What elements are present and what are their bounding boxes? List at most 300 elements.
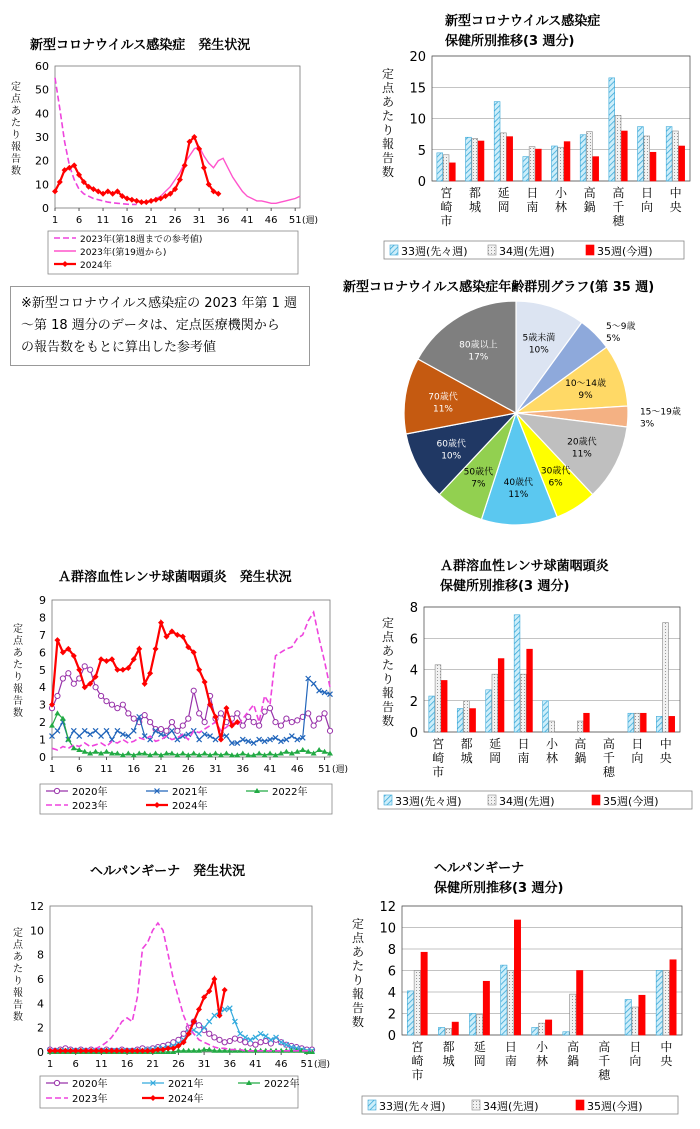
strep-hc-ylabel-1: 点 — [381, 630, 395, 644]
herp-trend-ylabel-7: 数 — [13, 1012, 23, 1023]
strep-trend-xtick-5: 26 — [181, 764, 195, 775]
herp-trend-s0-pt-33 — [217, 1037, 222, 1042]
covid-hc-chart — [370, 48, 700, 268]
strep-trend-s0-pt-13 — [120, 702, 125, 707]
herp-hc-ylabel-4: り — [351, 973, 365, 987]
covid-hc-cat-4-0: 小 — [554, 186, 568, 200]
covid-trend-xtick-6: 31 — [192, 215, 206, 226]
covid-hc-bar-1-6 — [615, 115, 621, 181]
strep-hc-cat-4-0: 小 — [545, 737, 559, 751]
herp-trend-ytick-5: 10 — [30, 924, 44, 938]
herp-hc-bar-0-3 — [501, 965, 507, 1035]
strep-hc-bar-1-7 — [634, 713, 640, 732]
covid-trend-chart — [0, 58, 320, 278]
strep-trend-s0-pt-42 — [278, 723, 283, 728]
strep-trend-xtick-0: 1 — [48, 764, 56, 775]
strep-hc-bar-0-7 — [628, 713, 634, 732]
herp-hc-ytick-5: 10 — [379, 921, 396, 937]
strep-trend-s0-pt-10 — [104, 699, 109, 704]
herp-trend-s1-pt-40 — [253, 1035, 258, 1040]
strep-hc-ylabel-0: 定 — [381, 616, 395, 630]
strep-hc-bar-2-0 — [441, 680, 447, 732]
strep-trend-s0-pt-34 — [235, 711, 240, 716]
strep-hc-bar-2-3 — [527, 649, 533, 732]
herp-trend-s0-pt-38 — [243, 1040, 248, 1045]
strep-hc-cat-1-1: 城 — [460, 751, 473, 765]
herp-trend-s1-pt-32 — [212, 1013, 217, 1018]
strep-trend-s0-pt-45 — [295, 718, 300, 723]
covid-trend-ytick-6: 60 — [35, 60, 49, 73]
strep-trend-s0-pt-1 — [55, 693, 60, 698]
strep-trend-ytick-0: 0 — [39, 751, 46, 764]
strep-trend-s0-pt-38 — [257, 723, 262, 728]
covid-age-pct-5: 6% — [548, 478, 563, 489]
herp-trend-series-3 — [50, 923, 312, 1051]
herp-trend-s0-pt-29 — [196, 1023, 201, 1028]
strep-trend-s1-pt-23 — [175, 737, 180, 742]
herp-trend-s4-pt-32 — [211, 976, 217, 982]
strep-hc-ytick-2: 4 — [409, 663, 418, 679]
strep-hc-cat-2-0: 延 — [489, 737, 502, 751]
strep-trend-s4-pt-20 — [158, 620, 164, 626]
covid-hc-bar-0-1 — [466, 137, 472, 181]
herp-trend-xtick-2: 11 — [95, 1059, 108, 1070]
covid-trend-xtick-5: 26 — [168, 215, 182, 226]
herp-hc-bar-1-4 — [539, 1023, 545, 1035]
herp-hc-legend-swatch-2 — [576, 1100, 584, 1110]
strep-hc-bar-1-5 — [577, 721, 583, 732]
herp-hc-cat-7-0: 日 — [629, 1040, 642, 1054]
herp-trend-ytick-3: 6 — [37, 973, 44, 986]
strep-hc-cat-8-0: 中 — [659, 737, 672, 751]
covid-age-label-3: 15〜19歳 — [639, 407, 681, 418]
strep-trend-s0-pt-43 — [284, 716, 289, 721]
strep-trend-s0-pt-15 — [131, 716, 136, 721]
covid-age-pct-3: 3% — [639, 419, 655, 430]
covid-age-pct-2: 9% — [578, 390, 593, 401]
covid-hc-bar-0-6 — [609, 78, 615, 181]
covid-hc-bar-0-2 — [494, 102, 500, 181]
herp-hc-ylabel-7: 数 — [351, 1015, 365, 1029]
covid-hc-cat-5-1: 鍋 — [583, 200, 596, 214]
herp-hc-cat-2-1: 岡 — [473, 1054, 486, 1068]
herp-hc-bar-0-1 — [438, 1027, 444, 1035]
strep-trend-s4-pt-13 — [120, 667, 126, 673]
covid-age-label-7: 50歳代 — [463, 467, 494, 478]
covid-hc-bar-1-1 — [472, 139, 478, 182]
covid-hc-bar-0-5 — [580, 135, 586, 181]
strep-trend-s2-pt-10 — [104, 749, 110, 754]
herp-trend-s0-pt-34 — [222, 1040, 227, 1045]
covid-trend-s2-pt-20 — [148, 198, 154, 204]
covid-trend-series-0 — [55, 78, 137, 205]
herp-hc-cat-8-0: 中 — [660, 1040, 673, 1054]
covid-trend-s2-pt-19 — [143, 199, 149, 205]
strep-hc-legend-label-1: 34週(先週) — [499, 795, 555, 808]
strep-hc-bar-2-5 — [584, 713, 590, 732]
covid-hc-bar-2-7 — [650, 152, 656, 181]
note-line-1: ※新型コロナウイルス感染症の 2023 年第 1 週 — [21, 296, 297, 311]
herp-trend-s0-pt-35 — [227, 1038, 232, 1043]
herp-hc-ylabel-1: 点 — [351, 931, 365, 945]
strep-trend-s0-pt-25 — [186, 716, 191, 721]
strep-hc-ylabel-2: あ — [381, 644, 395, 658]
herp-hc-title-2: 保健所別推移(3 週分) — [434, 881, 564, 896]
herp-trend-s0-pt-26 — [181, 1031, 186, 1036]
strep-trend-s0-pt-20 — [158, 726, 163, 731]
covid-hc-ylabel-5: 報 — [381, 137, 395, 151]
covid-hc-bar-0-0 — [437, 153, 443, 181]
herp-hc-bar-2-2 — [483, 981, 489, 1035]
herp-trend-s0-pt-41 — [258, 1040, 263, 1045]
herp-hc-cat-0-2: 市 — [411, 1068, 424, 1082]
strep-trend-ytick-2: 2 — [39, 716, 46, 730]
strep-trend-ytick-3: 3 — [39, 698, 46, 712]
herp-hc-cat-0-1: 崎 — [411, 1054, 424, 1068]
covid-hc-cat-6-2: 穂 — [612, 214, 625, 228]
herp-trend-xtick-3: 16 — [120, 1059, 134, 1070]
herp-hc-ytick-4: 8 — [387, 943, 396, 958]
strep-trend-ytick-4: 4 — [39, 681, 46, 695]
strep-trend-s4-pt-31 — [218, 737, 224, 743]
strep-trend-s2-pt-14 — [125, 751, 131, 756]
herp-trend-ytick-4: 8 — [37, 948, 44, 962]
covid-trend-xtick-10: 51 — [288, 215, 302, 226]
herp-hc-cat-4-1: 林 — [535, 1054, 549, 1068]
covid-hc-legend-label-2: 35週(今週) — [597, 245, 653, 258]
herp-hc-bar-0-2 — [470, 1014, 476, 1036]
strep-trend-s0-pt-21 — [164, 728, 169, 733]
herp-hc-bar-2-4 — [545, 1020, 551, 1035]
strep-trend-ylabel-2: あ — [13, 648, 23, 659]
herp-trend-ylabel-1: 点 — [13, 940, 23, 951]
covid-hc-bar-1-0 — [443, 155, 449, 181]
covid-age-label-10: 80歳以上 — [459, 340, 498, 351]
strep-trend-s2-pt-49 — [316, 747, 322, 752]
covid-trend-ytick-2: 20 — [35, 154, 49, 168]
strep-trend-s0-pt-18 — [148, 720, 153, 725]
strep-trend-s2-pt-8 — [93, 749, 99, 754]
strep-trend-s0-pt-48 — [311, 723, 316, 728]
herp-hc-cat-6-2: 穂 — [598, 1068, 611, 1082]
herp-hc-ytick-0: 0 — [387, 1029, 396, 1044]
strep-trend-s0-pt-35 — [240, 723, 245, 728]
strep-hc-title-2: 保健所別推移(3 週分) — [440, 579, 570, 594]
strep-trend-xunit: (週) — [332, 765, 349, 775]
strep-trend-s1-pt-48 — [311, 681, 316, 686]
herp-hc-bar-2-3 — [514, 920, 520, 1035]
strep-trend-xtick-7: 36 — [236, 764, 250, 775]
strep-trend-legend-label-4: 2024年 — [172, 801, 208, 812]
covid-hc-ylabel-7: 数 — [381, 165, 395, 179]
covid-hc-legend-label-0: 33週(先々週) — [401, 245, 468, 258]
covid-trend-legend-label-1: 2023年(第19週から) — [80, 248, 167, 258]
herp-hc-legend-swatch-0 — [368, 1100, 376, 1110]
herp-trend-xtick-9: 46 — [274, 1059, 288, 1070]
covid-trend-ytick-3: 30 — [35, 131, 49, 144]
covid-hc-bar-2-4 — [564, 142, 570, 181]
strep-trend-ylabel-5: 報 — [13, 684, 23, 695]
strep-trend-s2-pt-40 — [267, 751, 273, 756]
strep-trend-s4-pt-32 — [223, 705, 229, 711]
covid-age-pct-9: 11% — [432, 404, 453, 415]
herp-trend-s1-pt-41 — [258, 1031, 263, 1036]
strep-hc-cat-6-0: 高 — [602, 737, 615, 751]
herp-hc-ylabel-3: た — [351, 959, 365, 973]
herp-trend-legend-label-0: 2020年 — [72, 1079, 108, 1090]
strep-trend-xtick-9: 46 — [290, 764, 304, 775]
covid-trend-title: 新型コロナウイルス感染症 発生状況 — [30, 38, 251, 53]
herp-trend-s1-pt-29 — [196, 1031, 201, 1036]
strep-hc-legend-label-2: 35週(今週) — [603, 795, 659, 808]
herp-trend-legend-label-3: 2023年 — [72, 1094, 108, 1105]
strep-trend-ytick-7: 7 — [39, 628, 46, 642]
covid-trend-xtick-3: 16 — [120, 215, 134, 226]
strep-hc-legend-swatch-2 — [592, 795, 600, 805]
strep-trend-ytick-5: 5 — [39, 663, 46, 677]
strep-trend-s2-pt-1 — [54, 710, 60, 715]
covid-hc-legend-swatch-0 — [390, 245, 398, 255]
herp-hc-cat-1-1: 城 — [442, 1054, 455, 1068]
strep-trend-s0-pt-8 — [93, 685, 98, 690]
covid-hc-bar-1-5 — [587, 132, 593, 181]
covid-hc-cat-0-0: 宮 — [440, 186, 453, 200]
herp-hc-ylabel-2: あ — [351, 945, 365, 959]
herp-hc-bar-2-1 — [452, 1022, 458, 1035]
herp-trend-series-0 — [50, 1022, 312, 1051]
strep-trend-s1-pt-5 — [77, 734, 82, 739]
strep-trend-s0-pt-37 — [251, 720, 256, 725]
strep-hc-cat-3-1: 南 — [517, 751, 530, 765]
strep-trend-s0-pt-51 — [327, 728, 332, 733]
herp-hc-cat-5-0: 高 — [567, 1040, 580, 1054]
strep-hc-cat-7-1: 向 — [631, 751, 644, 765]
strep-hc-bar-2-7 — [640, 713, 646, 732]
covid-hc-ytick-4: 20 — [409, 50, 426, 65]
covid-hc-ylabel-1: 点 — [381, 81, 395, 95]
strep-hc-bar-1-1 — [464, 701, 470, 732]
herp-hc-ylabel-6: 告 — [351, 1001, 365, 1015]
strep-trend-s0-pt-4 — [71, 681, 76, 686]
covid-hc-cat-3-1: 南 — [526, 200, 539, 214]
covid-trend-xtick-8: 41 — [240, 215, 254, 226]
covid-age-pct-6: 11% — [508, 489, 529, 500]
herp-hc-bar-1-1 — [445, 1029, 451, 1035]
covid-trend-xtick-7: 36 — [216, 215, 230, 226]
herp-hc-bar-2-0 — [421, 952, 427, 1035]
strep-hc-bar-1-3 — [520, 674, 526, 732]
strep-trend-s4-pt-5 — [76, 667, 82, 673]
herp-trend-ytick-0: 0 — [37, 1046, 44, 1059]
herp-hc-title-1: ヘルパンギーナ — [434, 861, 525, 876]
strep-hc-ylabel-7: 数 — [381, 714, 395, 728]
herp-hc-cat-7-1: 向 — [629, 1054, 642, 1068]
strep-hc-legend-label-0: 33週(先々週) — [395, 795, 462, 808]
strep-hc-cat-2-1: 岡 — [489, 751, 502, 765]
covid-age-pct-4: 11% — [571, 449, 592, 460]
covid-age-label-0: 5歳未満 — [522, 333, 556, 344]
strep-trend-s0-pt-49 — [316, 716, 321, 721]
covid-hc-ylabel-4: り — [381, 123, 395, 137]
covid-age-label-6: 40歳代 — [503, 477, 534, 488]
strep-trend-s2-pt-24 — [180, 751, 186, 756]
covid-hc-bar-2-3 — [535, 149, 541, 181]
covid-trend-xtick-1: 6 — [75, 215, 83, 226]
covid-age-title: 新型コロナウイルス感染症年齢群別グラフ(第 35 週) — [343, 280, 655, 295]
herp-hc-bar-0-0 — [407, 991, 413, 1035]
strep-hc-cat-8-1: 央 — [659, 751, 672, 765]
strep-hc-cat-4-1: 林 — [545, 751, 559, 765]
strep-trend-s0-pt-24 — [180, 723, 185, 728]
herp-hc-bar-1-3 — [507, 971, 513, 1036]
covid-hc-cat-7-1: 向 — [640, 200, 654, 214]
strep-trend-ytick-9: 9 — [39, 594, 46, 607]
strep-trend-legend-marker-0 — [54, 788, 59, 793]
strep-trend-s1-pt-12 — [115, 728, 120, 733]
covid-age-label-2: 10〜14歳 — [565, 378, 607, 389]
strep-trend-ylabel-1: 点 — [13, 636, 23, 647]
strep-trend-s2-pt-43 — [283, 749, 289, 754]
herp-hc-bar-2-5 — [577, 971, 583, 1036]
herp-hc-cat-3-0: 日 — [504, 1040, 517, 1054]
strep-trend-s2-pt-0 — [49, 723, 55, 728]
covid-age-pct-10: 17% — [468, 352, 489, 363]
covid-trend-xtick-0: 1 — [51, 215, 59, 226]
herp-hc-bar-0-4 — [532, 1027, 538, 1035]
covid-trend-ylabel-4: り — [11, 130, 21, 141]
strep-hc-bar-0-1 — [457, 709, 463, 732]
herp-trend-xtick-6: 31 — [197, 1059, 211, 1070]
covid-age-label-5: 30歳代 — [540, 466, 571, 477]
covid-trend-xtick-4: 21 — [144, 215, 158, 226]
strep-trend-xtick-1: 6 — [76, 764, 83, 775]
herp-hc-bar-0-8 — [656, 971, 662, 1036]
herp-hc-cat-6-0: 高 — [598, 1040, 611, 1054]
covid-trend-s2-pt-17 — [134, 198, 140, 204]
covid-trend-s2-pt-16 — [129, 197, 135, 203]
strep-trend-s1-pt-22 — [169, 728, 174, 733]
strep-trend-s0-pt-50 — [322, 711, 327, 716]
covid-hc-cat-7-0: 日 — [640, 186, 654, 200]
covid-trend-xtick-2: 11 — [96, 215, 110, 226]
covid-hc-cat-6-0: 高 — [612, 186, 625, 200]
herp-trend-s0-pt-32 — [212, 1035, 217, 1040]
herp-hc-legend-label-1: 34週(先週) — [483, 1100, 539, 1113]
covid-hc-cat-3-0: 日 — [526, 186, 539, 200]
strep-trend-s1-pt-1 — [55, 728, 60, 733]
covid-hc-legend-label-1: 34週(先週) — [499, 245, 555, 258]
covid-trend-s2-pt-31 — [201, 165, 207, 171]
herp-trend-plot-frame — [50, 906, 312, 1052]
herp-hc-chart — [340, 896, 700, 1126]
strep-trend-s4-pt-19 — [153, 646, 159, 652]
herp-trend-s0-pt-42 — [263, 1038, 268, 1043]
herp-trend-ytick-1: 2 — [37, 1021, 44, 1035]
herp-hc-cat-1-0: 都 — [442, 1040, 455, 1054]
strep-trend-s0-pt-22 — [169, 720, 174, 725]
herp-hc-ytick-1: 2 — [387, 1007, 396, 1023]
covid-hc-title-1: 新型コロナウイルス感染症 — [445, 14, 601, 29]
covid-hc-cat-2-1: 岡 — [497, 200, 510, 214]
covid-hc-cat-0-2: 市 — [440, 214, 453, 228]
strep-trend-s0-pt-6 — [82, 664, 87, 669]
covid-hc-bar-1-3 — [529, 147, 535, 181]
covid-trend-ylabel-7: 数 — [11, 166, 21, 177]
strep-trend-ylabel-0: 定 — [13, 624, 23, 635]
strep-hc-cat-1-0: 都 — [460, 737, 473, 751]
strep-trend-legend-label-3: 2023年 — [72, 801, 108, 812]
strep-hc-cat-3-0: 日 — [517, 737, 530, 751]
covid-hc-ylabel-3: た — [381, 109, 395, 123]
herp-hc-cat-5-1: 鍋 — [567, 1054, 580, 1068]
strep-trend-s1-pt-44 — [289, 734, 294, 739]
strep-hc-ytick-4: 8 — [409, 601, 418, 616]
strep-trend-s2-pt-38 — [256, 751, 262, 756]
strep-trend-s0-pt-47 — [306, 711, 311, 716]
strep-trend-s1-pt-8 — [93, 728, 98, 733]
covid-age-pct-0: 10% — [528, 345, 549, 356]
covid-hc-cat-2-0: 延 — [497, 186, 510, 200]
strep-trend-s2-pt-46 — [300, 747, 306, 752]
covid-hc-cat-6-1: 千 — [612, 200, 625, 214]
covid-hc-bar-2-5 — [593, 157, 599, 181]
herp-trend-xtick-1: 6 — [72, 1059, 79, 1070]
covid-trend-ylabel-5: 報 — [11, 142, 21, 153]
herp-trend-xtick-8: 41 — [249, 1059, 262, 1070]
herp-trend-legend-label-1: 2021年 — [168, 1079, 204, 1090]
strep-trend-legend-label-0: 2020年 — [72, 787, 108, 798]
herp-trend-s1-pt-31 — [207, 1019, 212, 1024]
strep-hc-cat-0-2: 市 — [432, 765, 445, 779]
covid-trend-ytick-1: 10 — [35, 178, 49, 192]
herp-trend-ytick-2: 4 — [37, 997, 44, 1011]
covid-trend-ylabel-1: 点 — [11, 94, 21, 105]
strep-hc-bar-0-2 — [486, 690, 492, 732]
strep-trend-s0-pt-14 — [126, 711, 131, 716]
strep-hc-bar-1-4 — [549, 721, 555, 732]
covid-age-label-8: 60歳代 — [436, 439, 466, 450]
herp-hc-ylabel-0: 定 — [351, 917, 365, 931]
covid-age-pct-7: 7% — [471, 479, 486, 490]
herp-trend-legend-label-4: 2024年 — [168, 1094, 204, 1105]
herp-trend-xtick-5: 26 — [172, 1059, 185, 1070]
strep-trend-s0-pt-17 — [142, 713, 147, 718]
herp-hc-ytick-3: 6 — [387, 964, 396, 980]
herp-trend-legend-marker-0 — [54, 1080, 59, 1085]
covid-age-pct-1: 5% — [606, 333, 621, 344]
strep-hc-ytick-1: 2 — [409, 694, 418, 710]
herp-hc-cat-3-1: 南 — [504, 1054, 517, 1068]
strep-hc-cat-5-1: 鍋 — [574, 751, 587, 765]
covid-trend-ylabel-0: 定 — [11, 82, 21, 93]
covid-hc-ylabel-2: あ — [381, 95, 395, 109]
strep-hc-bar-0-4 — [543, 701, 549, 732]
covid-trend-xtick-9: 46 — [264, 215, 278, 226]
covid-hc-ytick-2: 10 — [409, 112, 426, 128]
strep-trend-title: Ａ群溶血性レンサ球菌咽頭炎 発生状況 — [58, 570, 292, 585]
herp-hc-cat-0-0: 宮 — [411, 1040, 424, 1054]
strep-trend-xtick-8: 41 — [263, 764, 277, 775]
strep-trend-xtick-10: 51 — [318, 764, 331, 775]
covid-hc-title-2: 保健所別推移(3 週分) — [445, 34, 575, 49]
herp-trend-ylabel-4: り — [13, 976, 23, 987]
herp-hc-bar-1-0 — [414, 971, 420, 1036]
herp-hc-cat-4-0: 小 — [535, 1040, 549, 1054]
herp-hc-ylabel-5: 報 — [351, 987, 365, 1001]
covid-hc-bar-1-2 — [501, 133, 507, 181]
herp-hc-ytick-6: 12 — [379, 900, 396, 915]
covid-hc-legend-swatch-2 — [586, 245, 594, 255]
